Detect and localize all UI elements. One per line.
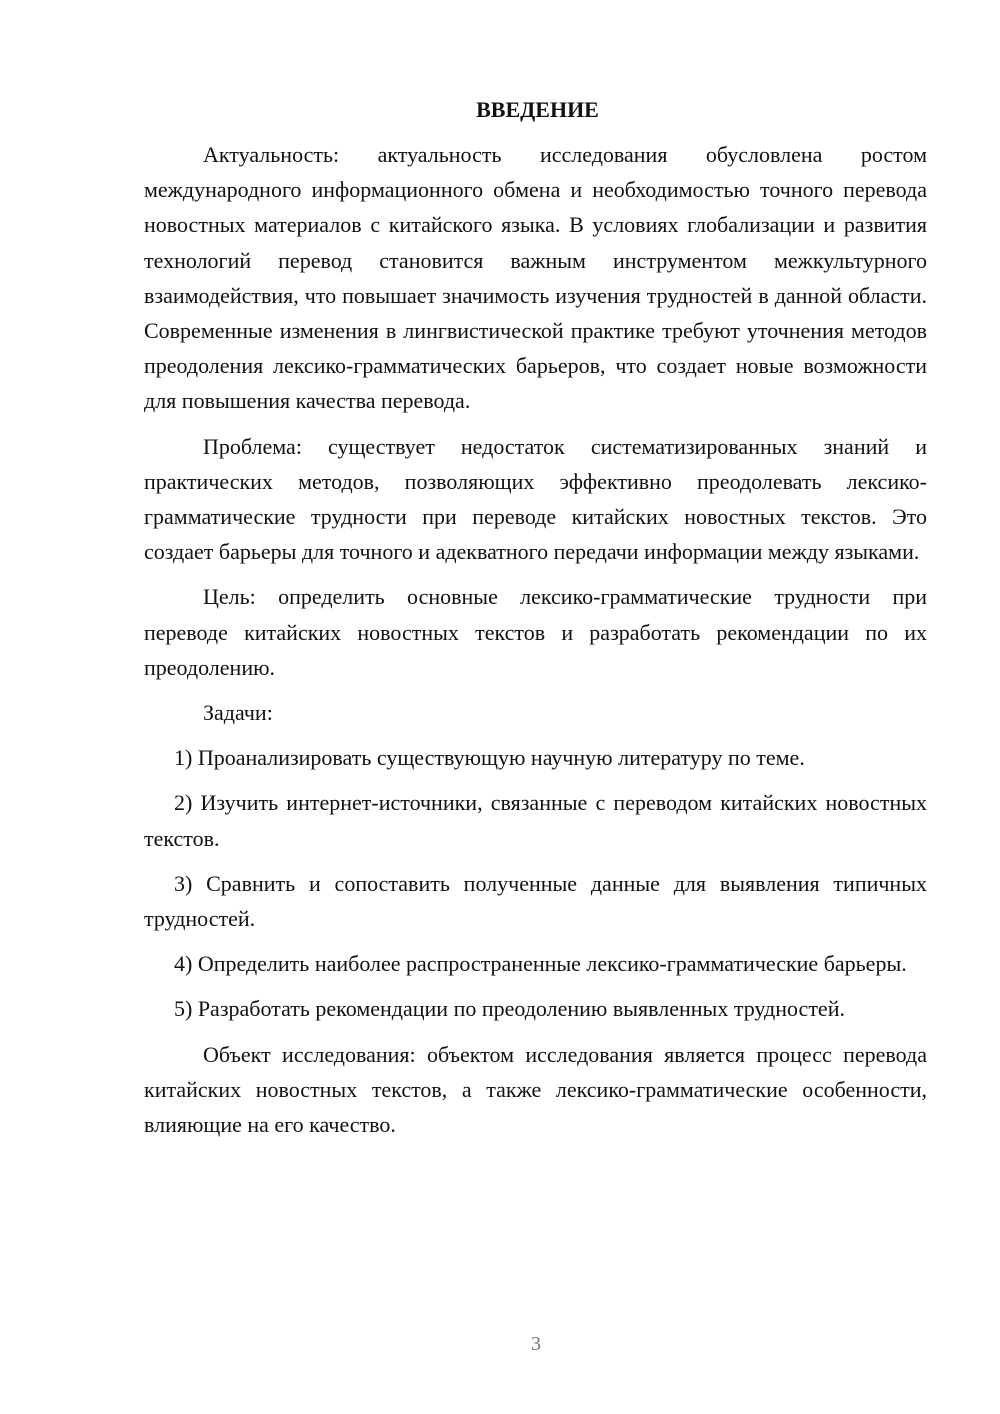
paragraph-goal: Цель: определить основные лексико-грамматические трудности при переводе китайских новостных текстов и разработать рекомендации по их преодолению. bbox=[144, 584, 927, 680]
task-item-5: 5) Разработать рекомендации по преодолению выявленных трудностей. bbox=[174, 996, 845, 1022]
paragraph-relevance: Актуальность: актуальность исследования обусловлена ростом международного информационного обмена и необходимостью точного перевода новостных материалов с китайского языка. В условиях глобализации и развития технологий перевод становится важным инструментом межкультурного взаимодействия, что повышает значимость изучения трудностей в данной области. Современные изменения в лингвистической практике требуют уточнения методов преодоления лексико-грамматических барьеров, что создает новые возможности для повышения качества перевода. bbox=[144, 142, 927, 414]
tasks-heading: Задачи: bbox=[203, 700, 273, 726]
task-item-2: 2) Изучить интернет-источники, связанные с переводом китайских новостных текстов. bbox=[144, 790, 927, 851]
task-item-4: 4) Определить наиболее распространенные лексико-грамматические барьеры. bbox=[174, 951, 907, 977]
task-item-1: 1) Проанализировать существующую научную литературу по теме. bbox=[174, 745, 805, 771]
section-title: ВВЕДЕНИЕ bbox=[476, 97, 599, 122]
paragraph-problem: Проблема: существует недостаток систематизированных знаний и практических методов, позволяющих эффективно преодолевать лексико-грамматические трудности при переводе китайских новостных текстов. Это создает барьеры для точного и адекватного передачи информации между языками. bbox=[144, 433, 927, 565]
task-item-3: 3) Сравнить и сопоставить полученные данные для выявления типичных трудностей. bbox=[144, 870, 927, 932]
paragraph-object: Объект исследования: объектом исследования является процесс перевода китайских новостных текстов, а также лексико-грамматические особенности, влияющие на его качество. bbox=[144, 1041, 927, 1138]
page-number: 3 bbox=[531, 1333, 541, 1355]
page-content bbox=[144, 92, 927, 1152]
